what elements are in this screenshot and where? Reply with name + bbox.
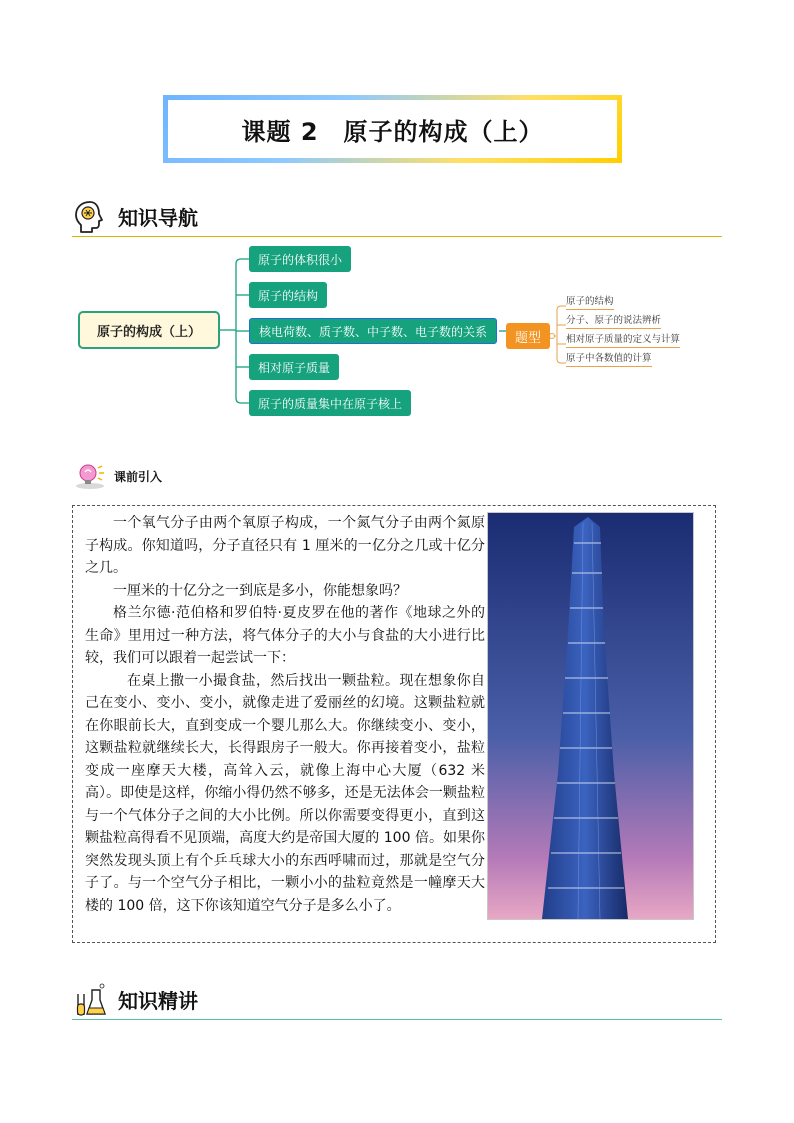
intro-title: 课前引入 <box>114 470 163 484</box>
page-title: 课题 2 原子的构成（上） <box>241 117 544 146</box>
intro-paragraph: 在桌上撒一小撮食盐，然后找出一颗盐粒。现在想象你自己在变小、变小、变小，就像走进了爱丽丝的幻境。这颗盐粒就在你眼前长大，直到变成一个婴儿那么大。你继续变小、变小，这颗盐粒就继续长大，长得跟房子一般大。你再接着变小，盐粒变成一座摩天大楼，高耸入云，就像上海中心大厦（632 米高）。即使是这样，你缩小得仍然不够多，还是无法体会一颗盐粒与一个气体分子之间的大小比例。所以你需要变得更小，直到这颗盐粒高得看不见顶端，高度大约是帝国大厦的 100 倍。如果你突然发现头顶上有个乒乓球大小的东西呼啸而过，那就是空气分子了。与一个空气分子相比，一颗小小的盐粒竟然是一幢摩天大楼的 100 倍，这下你该知道空气分子是多么小了。 <box>85 672 485 914</box>
intro-paragraph: 格兰尔德·范伯格和罗伯特·夏皮罗在他的著作《地球之外的生命》里用过一种方法，将气体分子的大小与食盐的大小进行比较，我们可以跟着一起尝试一下： <box>85 605 485 666</box>
lab-flask-icon <box>72 982 108 1018</box>
shanghai-tower-photo <box>487 512 694 920</box>
intro-box <box>72 505 716 943</box>
section-title: 知识精讲 <box>118 989 198 1013</box>
mindmap-root: 原子的构成（上） <box>78 311 220 349</box>
intro-text <box>85 512 485 917</box>
question-type-node: 题型 <box>506 323 550 349</box>
mindmap-node: 相对原子质量 <box>249 354 339 380</box>
intro-paragraph: 一厘米的十亿分之一到底是多小，你能想象吗？ <box>113 582 407 599</box>
mindmap-node: 原子的体积很小 <box>249 246 351 272</box>
question-type-item: 相对原子质量的定义与计算 <box>566 331 680 348</box>
mindmap-node: 原子的质量集中在原子核上 <box>249 390 411 416</box>
mindmap-node: 原子的结构 <box>249 282 327 308</box>
question-type-item: 原子的结构 <box>566 293 614 310</box>
question-type-item: 原子中各数值的计算 <box>566 350 652 367</box>
mindmap-node: 核电荷数、质子数、中子数、电子数的关系 <box>249 318 497 344</box>
intro-heading <box>74 462 163 488</box>
question-type-item: 分子、原子的说法辨析 <box>566 312 661 329</box>
lightbulb-icon <box>74 462 106 490</box>
section-underline <box>72 1019 722 1020</box>
section-title: 知识导航 <box>118 206 198 230</box>
intro-paragraph: 一个氧气分子由两个氧原子构成，一个氮气分子由两个氮原子构成。你知道吗，分子直径只有 1 厘米的一亿分之几或十亿分之几。 <box>85 515 485 576</box>
section-knowledge-explain <box>72 980 722 1020</box>
